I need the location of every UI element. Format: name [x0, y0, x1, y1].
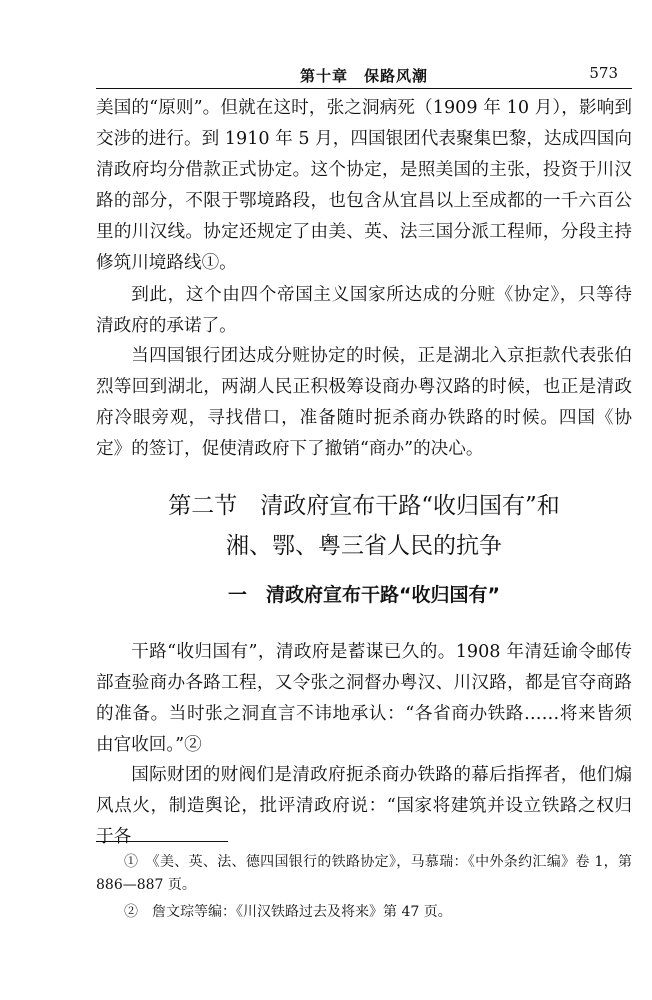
section-title-line-2: 湘、鄂、粤三省人民的抗争: [226, 533, 502, 559]
footnotes: [96, 851, 632, 924]
page-number: 573: [589, 64, 618, 82]
subsection-title: 一 清政府宣布干路“收归国有”: [228, 584, 500, 606]
paragraph: 干路“收归国有”，清政府是蓄谋已久的。1908 年清廷谕令邮传部查验商办各路工程，又令张之洞督办粤汉、川汉路，都是官夺商路的准备。当时张之洞直言不讳地承认：“各省商办铁路……将来皆须由官收回。”②: [96, 642, 632, 755]
paragraph-continuation: 美国的“原则”。但就在这时，张之洞病死（1909 年 10 月），影响到交涉的进行。到 1910 年 5 月，四国银团代表聚集巴黎，达成四国向清政府均分借款正式协定。这个协定，是照美国的主张，投资于川汉路的部分，不限于鄂境路段，也包含从宜昌以上至成都的一千六百公里的川汉线。协定还规定了由美、英、法三国分派工程师，分段主持修筑川境路线①。: [96, 98, 632, 273]
running-header: [96, 63, 632, 85]
header-rule: [96, 88, 632, 89]
footnote-rule: [96, 841, 228, 842]
footnote-1: ① 《美、英、法、德四国银行的铁路协定》，马慕瑞：《中外条约汇编》卷 1，第 886—887 页。: [96, 854, 632, 893]
chapter-title: 第十章 保路风潮: [299, 67, 428, 85]
footnote-2: ② 詹文琮等编：《川汉铁路过去及将来》第 47 页。: [124, 904, 452, 920]
paragraph: 国际财团的财阀们是清政府扼杀商办铁路的幕后指挥者，他们煽风点火，制造舆论，批评清政府说：“国家将建筑并设立铁路之权归于各: [96, 765, 632, 847]
paragraph: 到此，这个由四个帝国主义国家所达成的分赃《协定》，只等待清政府的承诺了。: [96, 285, 632, 336]
paragraph: 当四国银行团达成分赃协定的时候，正是湖北入京拒款代表张伯烈等回到湖北，两湖人民正积极筹设商办粤汉路的时候，也正是清政府冷眼旁观，寻找借口，准备随时扼杀商办铁路的时候。四国《协定》的签订，促使清政府下了撤销“商办”的决心。: [96, 346, 632, 459]
section-title-line-1: 第二节 清政府宣布干路“收归国有”和: [168, 493, 560, 519]
